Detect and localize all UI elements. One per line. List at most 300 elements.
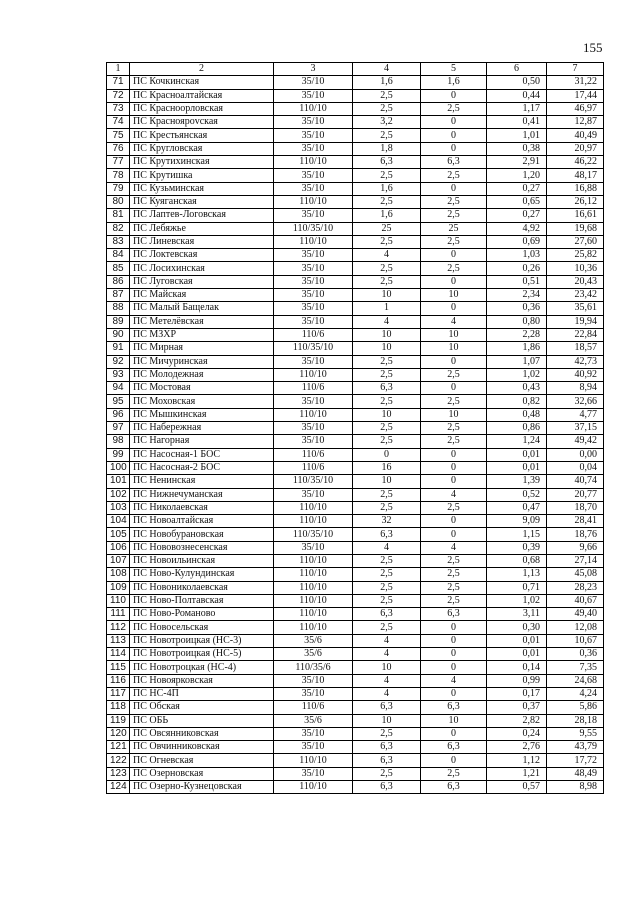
table-cell: 2,34 — [487, 289, 547, 302]
table-cell: 118 — [107, 701, 130, 714]
table-cell: 3,2 — [353, 116, 421, 129]
table-cell: 98 — [107, 435, 130, 448]
table-cell: 0,14 — [487, 661, 547, 674]
table-cell: 27,14 — [547, 554, 604, 567]
table-cell: 10 — [353, 342, 421, 355]
table-cell: 109 — [107, 581, 130, 594]
table-cell: 92 — [107, 355, 130, 368]
table-cell: 35/10 — [274, 355, 353, 368]
table-cell: ПС Нижнечуманская — [130, 488, 274, 501]
substation-table — [106, 62, 604, 794]
table-cell: 2,5 — [353, 195, 421, 208]
table-cell: ПС Куяганская — [130, 195, 274, 208]
table-cell: ПС Мышкинская — [130, 408, 274, 421]
table-cell: 2,5 — [353, 89, 421, 102]
table-row — [107, 608, 604, 621]
table-cell: 1,13 — [487, 568, 547, 581]
table-cell: 91 — [107, 342, 130, 355]
table-cell: 10 — [421, 342, 487, 355]
table-cell: 43,79 — [547, 741, 604, 754]
table-cell: 10,36 — [547, 262, 604, 275]
table-cell: 2,5 — [421, 422, 487, 435]
table-cell: 0 — [421, 129, 487, 142]
table-cell: 1,17 — [487, 102, 547, 115]
table-cell: ПС Овсянниковская — [130, 727, 274, 740]
table-cell: 110/10 — [274, 554, 353, 567]
table-cell: 110/10 — [274, 581, 353, 594]
table-cell: 110/10 — [274, 594, 353, 607]
table-cell: ПС Крутихинская — [130, 156, 274, 169]
table-cell: 22,84 — [547, 328, 604, 341]
table-cell: 25 — [353, 222, 421, 235]
table-row — [107, 209, 604, 222]
table-cell: 35/10 — [274, 289, 353, 302]
table-cell: 2,5 — [421, 767, 487, 780]
table-cell: 2,5 — [353, 621, 421, 634]
table-cell: 1,20 — [487, 169, 547, 182]
table-cell: 0 — [421, 727, 487, 740]
table-cell: ПС Крутишка — [130, 169, 274, 182]
table-cell: 0 — [421, 142, 487, 155]
table-cell: 114 — [107, 648, 130, 661]
table-cell: 2,28 — [487, 328, 547, 341]
table-row — [107, 195, 604, 208]
table-cell: 97 — [107, 422, 130, 435]
table-cell: 32 — [353, 515, 421, 528]
table-cell: 1,8 — [353, 142, 421, 155]
table-cell: 37,15 — [547, 422, 604, 435]
table-cell: ПС Майская — [130, 289, 274, 302]
table-cell: 0 — [421, 116, 487, 129]
table-cell: 42,73 — [547, 355, 604, 368]
table-cell: 23,42 — [547, 289, 604, 302]
table-cell: 80 — [107, 195, 130, 208]
table-row — [107, 528, 604, 541]
table-cell: 28,23 — [547, 581, 604, 594]
table-cell: 2,5 — [353, 488, 421, 501]
table-row — [107, 741, 604, 754]
table-cell: 2,5 — [353, 129, 421, 142]
table-cell: 76 — [107, 142, 130, 155]
table-cell: 110/10 — [274, 368, 353, 381]
table-cell: 110/35/10 — [274, 475, 353, 488]
table-cell: 35/10 — [274, 302, 353, 315]
table-row — [107, 169, 604, 182]
table-row — [107, 727, 604, 740]
table-cell: ПС Красноярovская — [130, 116, 274, 129]
table-cell: 24,68 — [547, 674, 604, 687]
table-cell: 35/10 — [274, 541, 353, 554]
table-cell: ПС НС-4П — [130, 687, 274, 700]
table-row — [107, 129, 604, 142]
table-row — [107, 142, 604, 155]
table-cell: 110/10 — [274, 156, 353, 169]
table-cell: 6,3 — [353, 701, 421, 714]
table-cell: 6,3 — [353, 528, 421, 541]
table-cell: 2,5 — [353, 368, 421, 381]
table-cell: 2,5 — [353, 581, 421, 594]
table-cell: 10 — [421, 289, 487, 302]
table-cell: 2,5 — [353, 275, 421, 288]
table-row — [107, 448, 604, 461]
table-cell: 0,30 — [487, 621, 547, 634]
table-cell: 0 — [421, 461, 487, 474]
table-row — [107, 488, 604, 501]
table-cell: 1,21 — [487, 767, 547, 780]
table-cell: 16,61 — [547, 209, 604, 222]
table-cell: ПС Набережная — [130, 422, 274, 435]
table-cell: 20,43 — [547, 275, 604, 288]
table-cell: 1,6 — [353, 209, 421, 222]
table-cell: 72 — [107, 89, 130, 102]
table-cell: 0,01 — [487, 461, 547, 474]
table-row — [107, 435, 604, 448]
table-cell: 110/10 — [274, 408, 353, 421]
table-cell: 1,15 — [487, 528, 547, 541]
table-row — [107, 235, 604, 248]
table-cell: 75 — [107, 129, 130, 142]
table-cell: 1 — [353, 302, 421, 315]
table-cell: 35/10 — [274, 395, 353, 408]
table-cell: 35/10 — [274, 741, 353, 754]
table-cell: 19,68 — [547, 222, 604, 235]
table-cell: ПС Кузьминская — [130, 182, 274, 195]
table-cell: ПС Новотроицкая (НС-3) — [130, 634, 274, 647]
table-cell: 40,92 — [547, 368, 604, 381]
table-cell: ПС Метелёвская — [130, 315, 274, 328]
table-cell: 2,76 — [487, 741, 547, 754]
table-cell: 12,87 — [547, 116, 604, 129]
table-row — [107, 554, 604, 567]
table-cell: 110 — [107, 594, 130, 607]
table-cell: ПС Озерно-Кузнецовская — [130, 781, 274, 794]
table-cell: 110/10 — [274, 568, 353, 581]
table-row — [107, 275, 604, 288]
table-row — [107, 395, 604, 408]
table-cell: 2,5 — [353, 568, 421, 581]
table-cell: ПС Нагорная — [130, 435, 274, 448]
table-cell: 4,24 — [547, 687, 604, 700]
table-cell: 1,01 — [487, 129, 547, 142]
table-cell: 35/10 — [274, 422, 353, 435]
table-cell: 0,01 — [487, 648, 547, 661]
table-cell: 106 — [107, 541, 130, 554]
table-cell: 77 — [107, 156, 130, 169]
table-cell: 9,09 — [487, 515, 547, 528]
table-cell: 88 — [107, 302, 130, 315]
table-cell: 2,5 — [353, 235, 421, 248]
table-cell: 0,24 — [487, 727, 547, 740]
table-cell: 110/35/10 — [274, 342, 353, 355]
table-cell: ПС Огневская — [130, 754, 274, 767]
table-row — [107, 714, 604, 727]
table-cell: 35/10 — [274, 169, 353, 182]
table-cell: 2,82 — [487, 714, 547, 727]
table-cell: 101 — [107, 475, 130, 488]
table-cell: 1,12 — [487, 754, 547, 767]
table-cell: 1,39 — [487, 475, 547, 488]
table-cell: ПС Нововознесенская — [130, 541, 274, 554]
table-cell: 110/10 — [274, 102, 353, 115]
table-cell: 0 — [421, 355, 487, 368]
table-cell: 2,5 — [353, 435, 421, 448]
table-row — [107, 182, 604, 195]
table-row — [107, 568, 604, 581]
table-cell: 2,5 — [353, 501, 421, 514]
table-cell: 2,5 — [421, 581, 487, 594]
table-cell: 35/10 — [274, 315, 353, 328]
table-cell: 71 — [107, 76, 130, 89]
table-cell: 40,74 — [547, 475, 604, 488]
table-cell: ПС Ново-Романово — [130, 608, 274, 621]
table-row — [107, 634, 604, 647]
table-cell: 2,5 — [421, 554, 487, 567]
table-cell: 0 — [421, 89, 487, 102]
table-row — [107, 781, 604, 794]
table-cell: 2,5 — [421, 169, 487, 182]
column-header: 5 — [421, 63, 487, 76]
table-cell: 0,86 — [487, 422, 547, 435]
table-cell: 1,6 — [353, 182, 421, 195]
table-cell: 4 — [353, 674, 421, 687]
table-row — [107, 382, 604, 395]
table-cell: 35/10 — [274, 687, 353, 700]
table-cell: 0,41 — [487, 116, 547, 129]
table-row — [107, 461, 604, 474]
table-cell: 6,3 — [421, 156, 487, 169]
table-cell: 82 — [107, 222, 130, 235]
table-cell: ПС Лебяжье — [130, 222, 274, 235]
table-cell: 0,57 — [487, 781, 547, 794]
table-cell: 27,60 — [547, 235, 604, 248]
table-cell: 35/10 — [274, 209, 353, 222]
table-cell: 110/6 — [274, 701, 353, 714]
table-cell: 110/10 — [274, 608, 353, 621]
table-cell: 0,47 — [487, 501, 547, 514]
table-cell: 2,5 — [421, 501, 487, 514]
table-cell: 123 — [107, 767, 130, 780]
table-cell: 31,22 — [547, 76, 604, 89]
table-cell: 0,52 — [487, 488, 547, 501]
table-cell: 90 — [107, 328, 130, 341]
table-cell: 35/10 — [274, 129, 353, 142]
table-cell: 74 — [107, 116, 130, 129]
table-cell: 104 — [107, 515, 130, 528]
table-row — [107, 541, 604, 554]
table-cell: 87 — [107, 289, 130, 302]
table-cell: 85 — [107, 262, 130, 275]
table-cell: 0,80 — [487, 315, 547, 328]
table-cell: 110/10 — [274, 235, 353, 248]
table-cell: 124 — [107, 781, 130, 794]
table-cell: 94 — [107, 382, 130, 395]
table-cell: 35/10 — [274, 262, 353, 275]
table-cell: 4 — [353, 687, 421, 700]
table-cell: ПС Мостовая — [130, 382, 274, 395]
table-cell: 78 — [107, 169, 130, 182]
column-header: 3 — [274, 63, 353, 76]
table-cell: 110/35/6 — [274, 661, 353, 674]
table-cell: 2,5 — [353, 594, 421, 607]
table-cell: 0,38 — [487, 142, 547, 155]
table-cell: 6,3 — [421, 741, 487, 754]
table-row — [107, 262, 604, 275]
table-cell: 0 — [421, 182, 487, 195]
table-cell: 103 — [107, 501, 130, 514]
table-cell: 0,48 — [487, 408, 547, 421]
table-cell: 6,3 — [353, 754, 421, 767]
table-cell: ПС Ново-Полтавская — [130, 594, 274, 607]
table-cell: 10 — [353, 475, 421, 488]
table-cell: 8,98 — [547, 781, 604, 794]
table-cell: 12,08 — [547, 621, 604, 634]
table-cell: 0,82 — [487, 395, 547, 408]
table-cell: 35/10 — [274, 249, 353, 262]
table-row — [107, 594, 604, 607]
table-cell: ПС Новобурановская — [130, 528, 274, 541]
table-cell: 89 — [107, 315, 130, 328]
table-row — [107, 767, 604, 780]
table-cell: 0 — [421, 275, 487, 288]
table-cell: ПС Мирная — [130, 342, 274, 355]
table-cell: 48,49 — [547, 767, 604, 780]
table-cell: 0 — [421, 754, 487, 767]
table-cell: 0 — [421, 528, 487, 541]
column-header: 4 — [353, 63, 421, 76]
table-cell: ПС Лаптев-Логовская — [130, 209, 274, 222]
table-cell: 6,3 — [421, 608, 487, 621]
table-row — [107, 355, 604, 368]
table-cell: ПС Красноорловская — [130, 102, 274, 115]
table-cell: 2,5 — [353, 355, 421, 368]
table-cell: 25,82 — [547, 249, 604, 262]
table-cell: 40,67 — [547, 594, 604, 607]
table-cell: 4 — [421, 674, 487, 687]
table-cell: 10,67 — [547, 634, 604, 647]
table-cell: 110/10 — [274, 621, 353, 634]
table-cell: 111 — [107, 608, 130, 621]
table-header-row — [107, 63, 604, 76]
table-cell: 35/10 — [274, 488, 353, 501]
table-row — [107, 515, 604, 528]
table-cell: 110/35/10 — [274, 528, 353, 541]
table-row — [107, 302, 604, 315]
table-cell: 0 — [421, 249, 487, 262]
table-cell: 18,57 — [547, 342, 604, 355]
table-cell: 112 — [107, 621, 130, 634]
table-cell: ПС Новотроицкая (НС-5) — [130, 648, 274, 661]
table-cell: 0,39 — [487, 541, 547, 554]
table-cell: 2,5 — [421, 209, 487, 222]
table-cell: 10 — [353, 328, 421, 341]
table-cell: 110/10 — [274, 515, 353, 528]
table-cell: 86 — [107, 275, 130, 288]
table-cell: 1,03 — [487, 249, 547, 262]
table-cell: ПС Новоалтайская — [130, 515, 274, 528]
table-cell: ПС Краснoалтайская — [130, 89, 274, 102]
table-cell: ПС Насосная-2 БОС — [130, 461, 274, 474]
table-cell: 49,40 — [547, 608, 604, 621]
page-number: 155 — [583, 40, 603, 55]
table-row — [107, 701, 604, 714]
table-row — [107, 674, 604, 687]
table-cell: 0,00 — [547, 448, 604, 461]
table-cell: 0,37 — [487, 701, 547, 714]
table-cell: ПС Малый Бащелак — [130, 302, 274, 315]
table-cell: 5,86 — [547, 701, 604, 714]
table-cell: 83 — [107, 235, 130, 248]
table-cell: 0,51 — [487, 275, 547, 288]
table-cell: 35/10 — [274, 674, 353, 687]
table-cell: 110/35/10 — [274, 222, 353, 235]
table-cell: 120 — [107, 727, 130, 740]
table-cell: 115 — [107, 661, 130, 674]
table-cell: 1,02 — [487, 368, 547, 381]
table-cell: 0 — [421, 382, 487, 395]
table-row — [107, 315, 604, 328]
table-row — [107, 156, 604, 169]
table-cell: 2,91 — [487, 156, 547, 169]
table-row — [107, 222, 604, 235]
table-cell: 84 — [107, 249, 130, 262]
table-cell: 10 — [353, 289, 421, 302]
table-cell: ПС Мичуринская — [130, 355, 274, 368]
table-cell: 9,55 — [547, 727, 604, 740]
table-cell: 110/6 — [274, 328, 353, 341]
table-cell: 0,69 — [487, 235, 547, 248]
table-cell: 6,3 — [353, 156, 421, 169]
table-cell: 10 — [421, 408, 487, 421]
table-row — [107, 289, 604, 302]
table-cell: 6,3 — [421, 781, 487, 794]
table-cell: 2,5 — [421, 395, 487, 408]
table-cell: 2,5 — [353, 767, 421, 780]
table-cell: 6,3 — [421, 701, 487, 714]
table-cell: 2,5 — [353, 422, 421, 435]
table-cell: 2,5 — [421, 262, 487, 275]
table-cell: 7,35 — [547, 661, 604, 674]
table-cell: 49,42 — [547, 435, 604, 448]
table-cell: 110/10 — [274, 754, 353, 767]
table-cell: 122 — [107, 754, 130, 767]
table-cell: ПС МЗХР — [130, 328, 274, 341]
table-cell: 10 — [353, 408, 421, 421]
table-row — [107, 116, 604, 129]
table-cell: 4 — [353, 249, 421, 262]
table-cell: 119 — [107, 714, 130, 727]
table-cell: 0,26 — [487, 262, 547, 275]
table-row — [107, 328, 604, 341]
table-cell: 3,11 — [487, 608, 547, 621]
table-row — [107, 475, 604, 488]
table-cell: 35/10 — [274, 727, 353, 740]
table-cell: 20,77 — [547, 488, 604, 501]
table-cell: 1,6 — [353, 76, 421, 89]
table-cell: 6,3 — [353, 382, 421, 395]
table-cell: 17,72 — [547, 754, 604, 767]
table-cell: ПС Новотроцкая (НС-4) — [130, 661, 274, 674]
table-cell: 4 — [353, 541, 421, 554]
table-cell: 0,50 — [487, 76, 547, 89]
table-cell: 0,99 — [487, 674, 547, 687]
table-row — [107, 648, 604, 661]
table-cell: 0,27 — [487, 209, 547, 222]
table-cell: 46,22 — [547, 156, 604, 169]
table-cell: 10 — [353, 714, 421, 727]
column-header: 2 — [130, 63, 274, 76]
table-cell: 4 — [421, 315, 487, 328]
table-cell: 95 — [107, 395, 130, 408]
